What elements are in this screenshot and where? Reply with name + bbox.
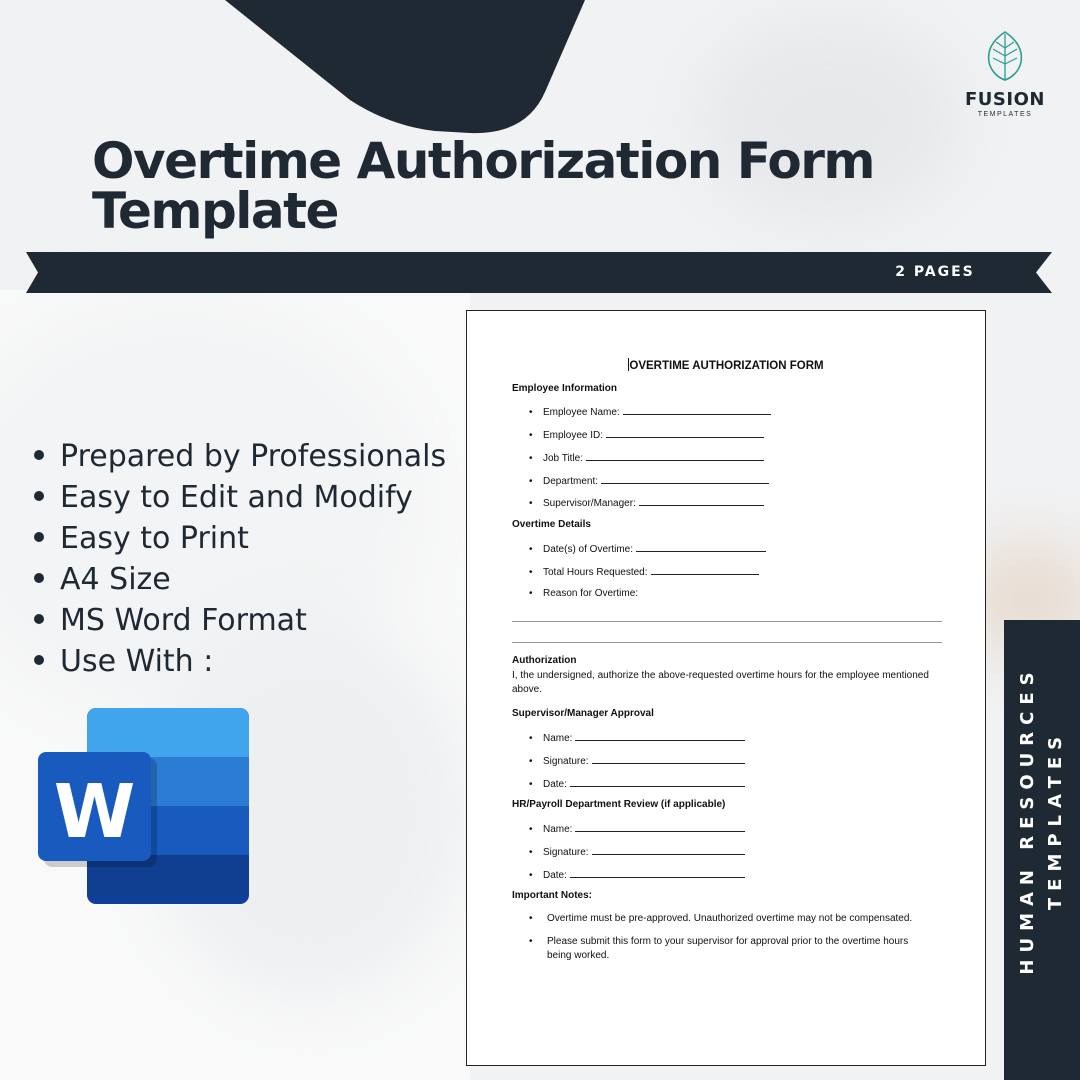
field-line[interactable] bbox=[651, 565, 759, 575]
field-label: Name: bbox=[543, 733, 573, 744]
feature-item bbox=[30, 436, 446, 477]
answer-line[interactable] bbox=[512, 621, 942, 622]
form-field: • Supervisor/Manager: bbox=[529, 496, 764, 509]
field-line[interactable] bbox=[570, 777, 745, 787]
section-heading: Supervisor/Manager Approval bbox=[512, 708, 654, 719]
feature-item bbox=[30, 477, 446, 518]
bullet-icon bbox=[34, 491, 44, 501]
note-text: Overtime must be pre-approved. Unauthorized overtime may not be compensated. bbox=[547, 913, 913, 924]
logo-name: FUSION bbox=[965, 89, 1045, 110]
bullet-icon bbox=[34, 532, 44, 542]
field-label: Job Title: bbox=[543, 453, 584, 464]
note-item: • Overtime must be pre-approved. Unauthorized overtime may not be compensated. bbox=[529, 912, 929, 926]
section-heading: Important Notes: bbox=[512, 890, 592, 901]
bullet-icon bbox=[34, 655, 44, 665]
section-heading: Authorization bbox=[512, 655, 577, 666]
doc-title bbox=[467, 358, 985, 372]
field-label: Date(s) of Overtime: bbox=[543, 544, 634, 555]
section-heading: Employee Information bbox=[512, 383, 618, 394]
field-label: Employee ID: bbox=[543, 430, 604, 441]
title-line-1: Overtime Authorization Form bbox=[92, 132, 875, 190]
background-panel bbox=[0, 290, 470, 1080]
field-line[interactable] bbox=[570, 868, 745, 878]
field-line[interactable] bbox=[623, 405, 771, 415]
field-line[interactable] bbox=[639, 496, 764, 506]
feature-item bbox=[30, 518, 446, 559]
feature-list bbox=[30, 436, 446, 682]
field-label: Department: bbox=[543, 476, 599, 487]
field-line[interactable] bbox=[575, 822, 745, 832]
answer-line[interactable] bbox=[512, 642, 942, 643]
form-field: • Department: bbox=[529, 474, 769, 487]
form-field: • Date(s) of Overtime: bbox=[529, 542, 766, 555]
document-preview bbox=[466, 310, 986, 1066]
form-field: • Reason for Overtime: bbox=[529, 588, 639, 599]
field-label: Signature: bbox=[543, 756, 589, 767]
bullet-icon bbox=[34, 450, 44, 460]
field-label: Employee Name: bbox=[543, 407, 620, 418]
feature-text: Easy to Print bbox=[60, 521, 249, 556]
ms-word-icon bbox=[36, 706, 252, 906]
field-label: Reason for Overtime: bbox=[543, 588, 639, 599]
form-field: • Date: bbox=[529, 777, 745, 790]
side-label-line-1: HUMAN RESOURCES bbox=[1017, 665, 1038, 975]
field-line[interactable] bbox=[592, 754, 745, 764]
field-label: Date: bbox=[543, 779, 567, 790]
feature-item bbox=[30, 641, 446, 682]
form-field: • Name: bbox=[529, 731, 745, 744]
form-field: • Signature: bbox=[529, 845, 745, 858]
top-dark-shape bbox=[0, 0, 600, 140]
field-line[interactable] bbox=[601, 474, 769, 484]
logo-subtitle: TEMPLATES bbox=[977, 111, 1033, 118]
field-line[interactable] bbox=[606, 428, 764, 438]
field-label: Supervisor/Manager: bbox=[543, 498, 636, 509]
side-label-line-2: TEMPLATES bbox=[1045, 729, 1066, 911]
authorization-text: I, the undersigned, authorize the above-requested overtime hours for the employee mentioned above. bbox=[512, 670, 929, 695]
feature-text: A4 Size bbox=[60, 562, 171, 597]
section-heading: HR/Payroll Department Review (if applicable) bbox=[512, 799, 726, 810]
feature-item bbox=[30, 600, 446, 641]
field-line[interactable] bbox=[592, 845, 745, 855]
word-letter: W bbox=[53, 769, 136, 855]
form-field: • Name: bbox=[529, 822, 745, 835]
form-field: • Date: bbox=[529, 868, 745, 881]
form-field: • Employee Name: bbox=[529, 405, 771, 418]
leaf-icon bbox=[983, 30, 1027, 82]
field-line[interactable] bbox=[575, 731, 745, 741]
page-title bbox=[92, 132, 912, 240]
feature-text: Easy to Edit and Modify bbox=[60, 480, 413, 515]
section-heading: Overtime Details bbox=[512, 519, 591, 530]
brand-logo bbox=[950, 30, 1060, 118]
note-item: • Please submit this form to your supervisor for approval prior to the overtime hours being worked. bbox=[529, 935, 929, 963]
feature-text: MS Word Format bbox=[60, 603, 307, 638]
form-field: • Total Hours Requested: bbox=[529, 565, 759, 578]
field-label: Name: bbox=[543, 824, 573, 835]
form-field: • Signature: bbox=[529, 754, 745, 767]
feature-text: Use With : bbox=[60, 644, 214, 679]
field-label: Total Hours Requested: bbox=[543, 567, 648, 578]
field-label: Date: bbox=[543, 870, 567, 881]
form-field: • Job Title: bbox=[529, 451, 764, 464]
pages-count: 2 PAGES bbox=[895, 264, 975, 280]
doc-title-text: OVERTIME AUTHORIZATION FORM bbox=[629, 360, 824, 372]
field-line[interactable] bbox=[636, 542, 766, 552]
feature-text: Prepared by Professionals bbox=[60, 439, 447, 474]
bullet-icon bbox=[34, 573, 44, 583]
feature-item bbox=[30, 559, 446, 600]
field-label: Signature: bbox=[543, 847, 589, 858]
field-line[interactable] bbox=[586, 451, 764, 461]
bullet-icon bbox=[34, 614, 44, 624]
side-label bbox=[1014, 665, 1070, 974]
note-text: Please submit this form to your supervisor for approval prior to the overtime hours being worked. bbox=[547, 936, 909, 961]
title-line-2: Template bbox=[92, 182, 338, 240]
form-field: • Employee ID: bbox=[529, 428, 764, 441]
